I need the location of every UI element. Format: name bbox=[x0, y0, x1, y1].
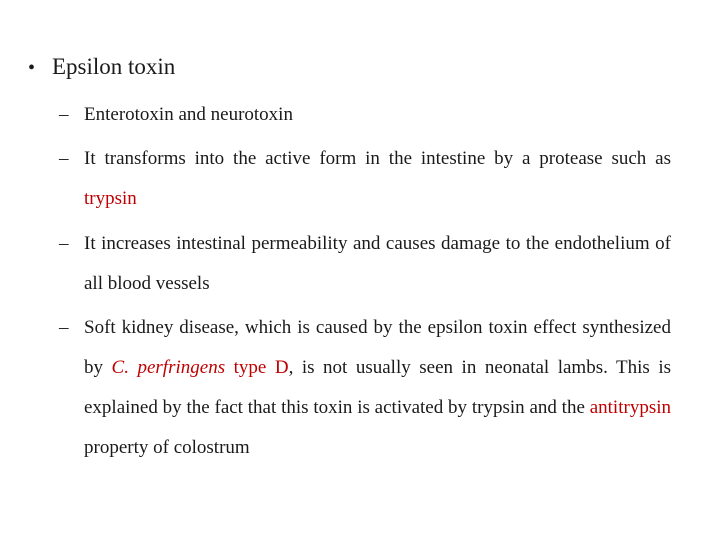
highlight-antitrypsin: antitrypsin bbox=[589, 397, 671, 418]
sub-bullet-text bbox=[84, 308, 671, 468]
dash-marker: – bbox=[59, 148, 69, 169]
bullet-marker: • bbox=[28, 57, 36, 79]
sub-bullet bbox=[59, 139, 671, 219]
sub-bullet bbox=[59, 224, 671, 304]
text-segment: Soft kidney disease, which is caused by the epsilon toxin effect synthesized by bbox=[84, 317, 671, 378]
text-segment: property of colostrum bbox=[84, 437, 250, 458]
dash-marker: – bbox=[59, 233, 69, 254]
main-bullet bbox=[28, 52, 175, 83]
sub-bullet-text bbox=[84, 139, 671, 219]
highlight-trypsin: trypsin bbox=[84, 188, 137, 209]
text-segment: It transforms into the active form in the intestine by a protease such as bbox=[84, 148, 671, 169]
highlight-type: type D bbox=[225, 357, 289, 378]
sub-bullet bbox=[59, 95, 671, 135]
text-segment: Enterotoxin and neurotoxin bbox=[84, 104, 293, 125]
text-segment: , is not usually seen in neonatal lambs. This is explained by the fact that this toxin is activated by trypsin and the bbox=[84, 357, 672, 418]
text-segment: It increases intestinal permeability and causes damage to the endothelium of all blood vessels bbox=[84, 233, 671, 294]
dash-marker: – bbox=[59, 104, 69, 125]
sub-bullet-text bbox=[84, 224, 671, 304]
dash-marker: – bbox=[59, 317, 69, 338]
sub-bullet-text bbox=[84, 95, 671, 135]
main-bullet-text: Epsilon toxin bbox=[52, 54, 176, 79]
highlight-species: C. perfringens bbox=[111, 357, 226, 378]
sub-bullet bbox=[59, 308, 671, 468]
